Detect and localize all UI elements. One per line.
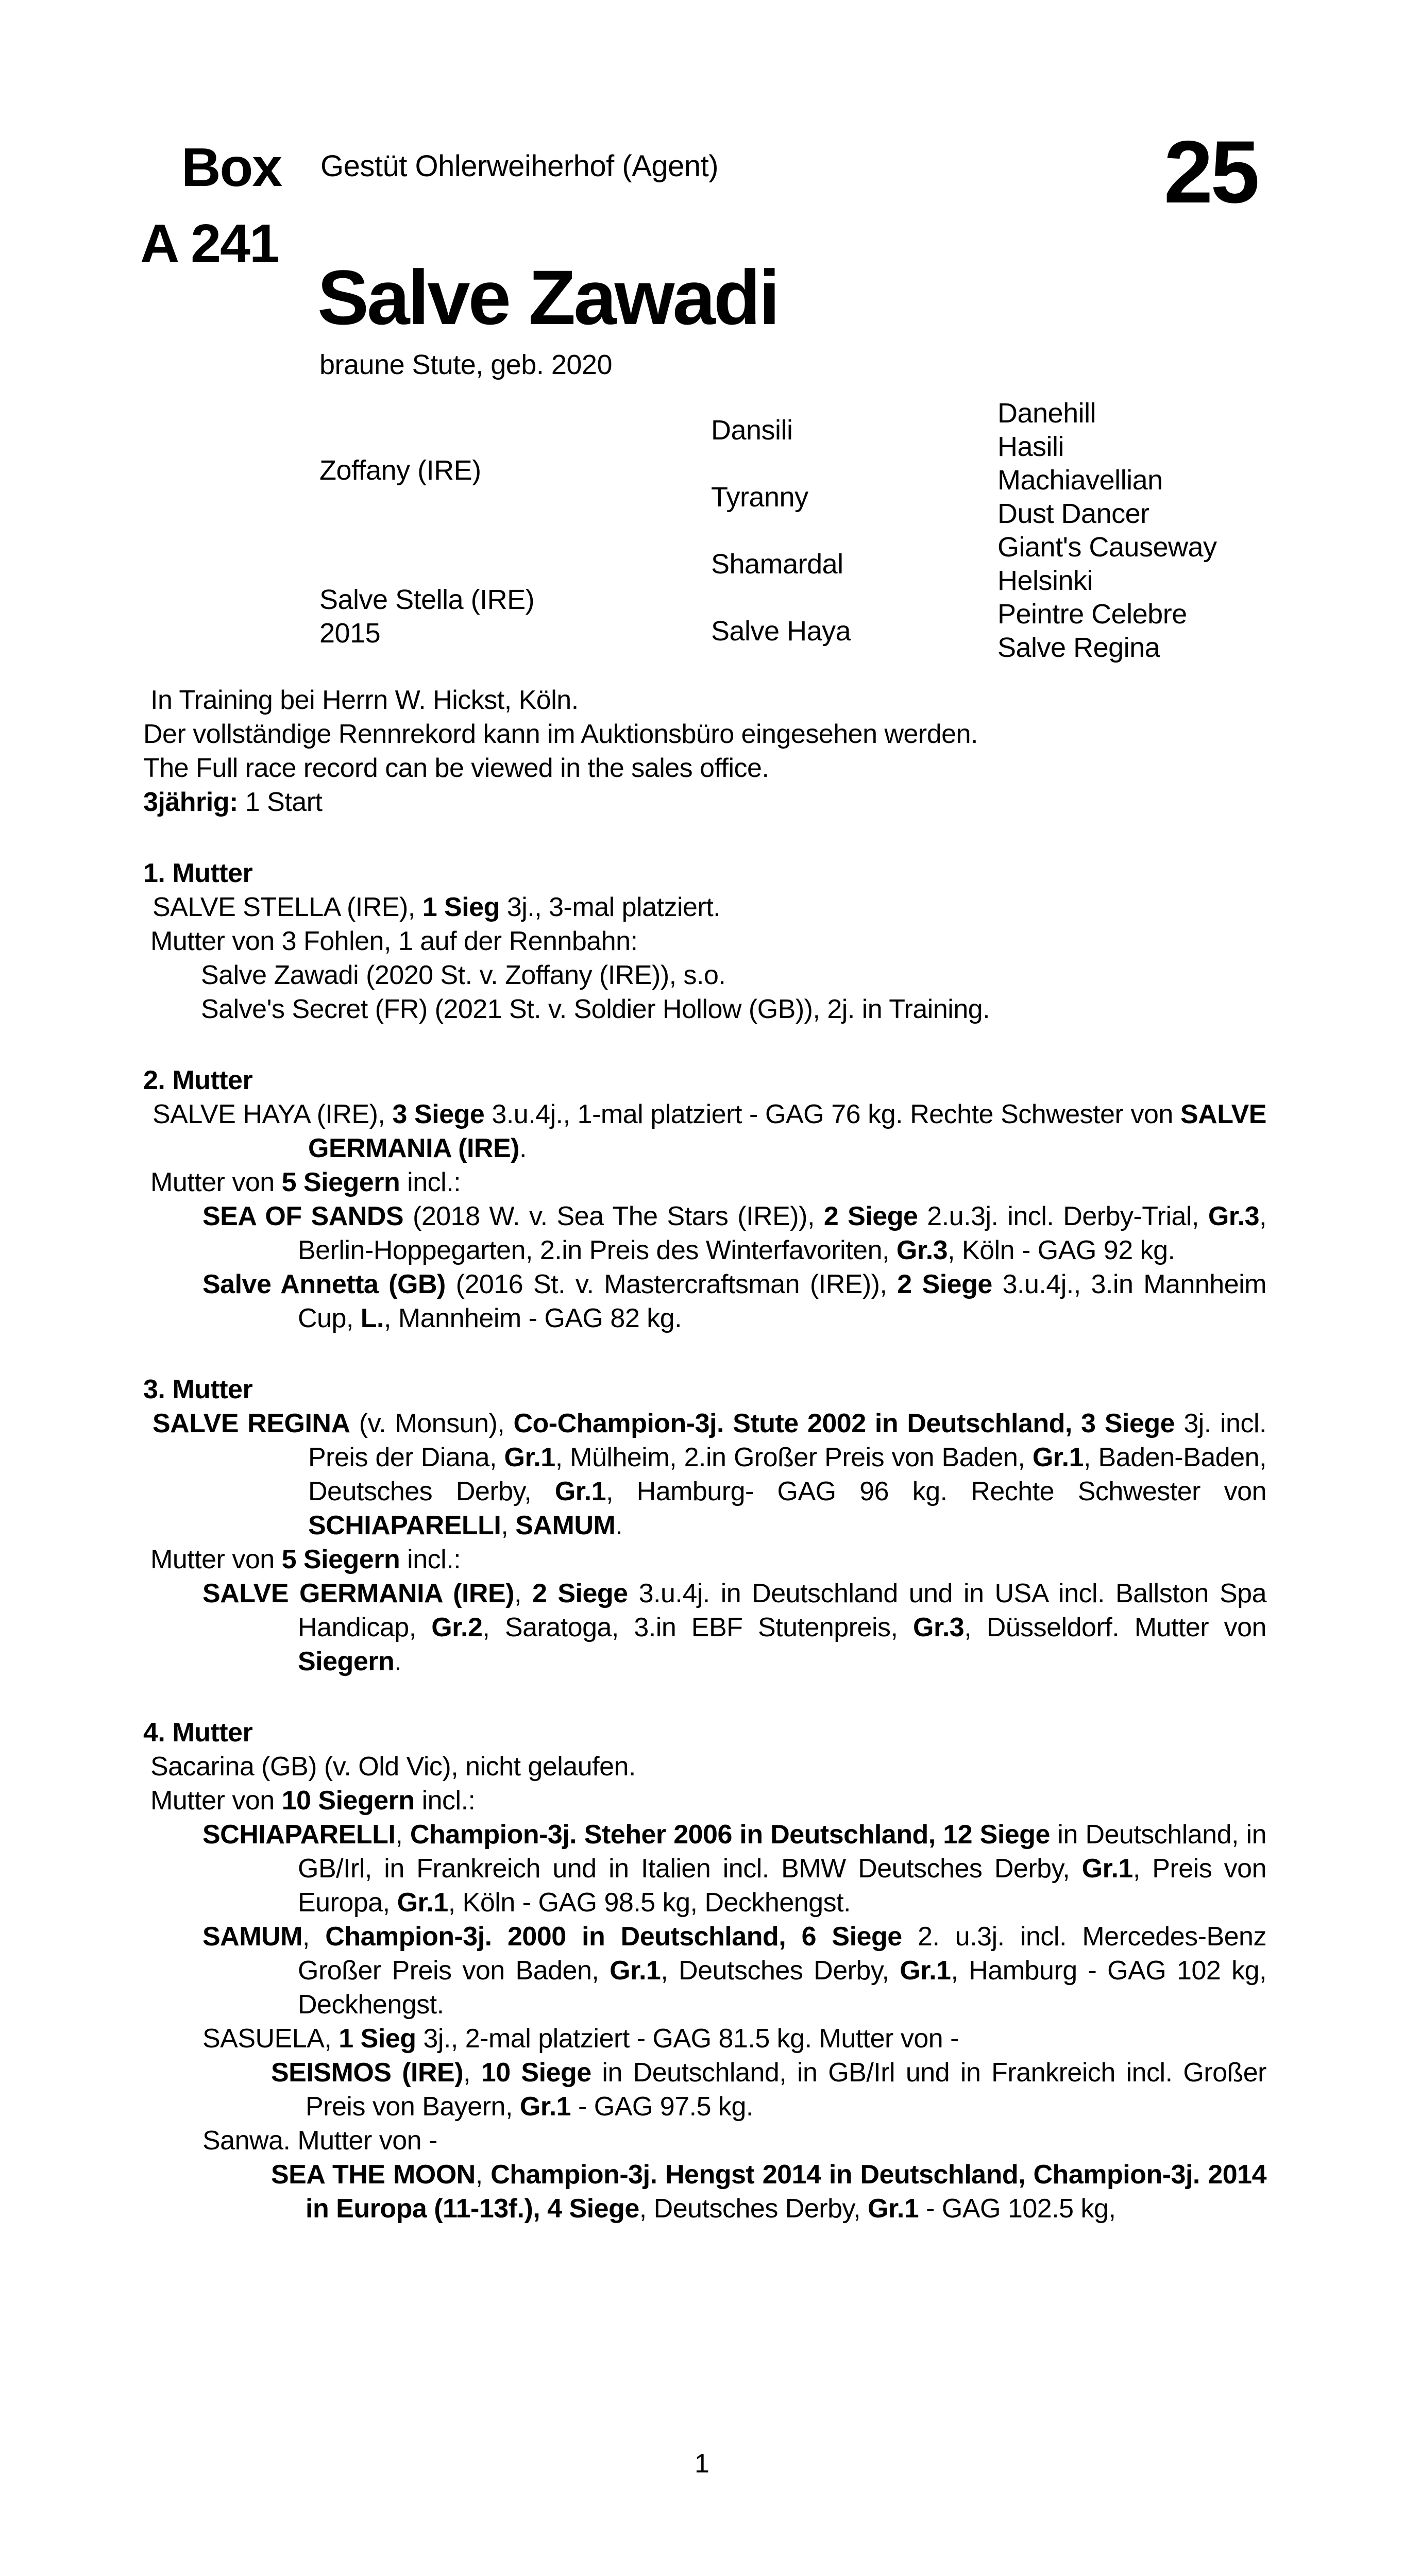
- produce-intro: Mutter von 10 Siegern incl.:: [150, 1786, 476, 1816]
- section-1-mutter: [143, 856, 1266, 1026]
- horse-description: braune Stute, geb. 2020: [319, 349, 612, 380]
- box-label: Box: [181, 137, 282, 198]
- produce-entry: Salve's Secret (FR) (2021 St. v. Soldier Hollow (GB)), 2j. in Training.: [201, 994, 990, 1024]
- grandparent-name: Salve Haya: [711, 615, 851, 647]
- great-grandparent-name: Giant's Causeway: [997, 532, 1217, 563]
- pedigree-great-grandparent: [997, 531, 1293, 564]
- great-grandparent-name: Peintre Celebre: [997, 599, 1187, 630]
- box-number: A 241: [140, 213, 279, 274]
- pedigree-great-grandparent: [997, 631, 1293, 665]
- produce-entry: SEA THE MOON, Champion-3j. Hengst 2014 in Deutschland, Champion-3j. 2014 in Europa (11-13f.), 4 Siege, Deutsches Derby, Gr.1 - GAG 102.5 kg,: [271, 2160, 1267, 2224]
- sire-name: Zoffany (IRE): [319, 455, 481, 486]
- great-grandparent-name: Hasili: [997, 431, 1064, 462]
- page-number: 1: [695, 2449, 709, 2479]
- produce-entry: SEA OF SANDS (2018 W. v. Sea The Stars (IRE)), 2 Siege 2.u.3j. incl. Derby-Trial, Gr.3, Berlin-Hoppegarten, 2.in Preis des Winterfavoriten, Gr.3, Köln - GAG 92 kg.: [202, 1201, 1266, 1265]
- section-heading: 3. Mutter: [143, 1375, 253, 1404]
- section-heading: 1. Mutter: [143, 858, 253, 888]
- produce-entry: Salve Annetta (GB) (2016 St. v. Mastercraftsman (IRE)), 2 Siege 3.u.4j., 3.in Mannheim Cup, L., Mannheim - GAG 82 kg.: [202, 1269, 1266, 1333]
- horse-name: Salve Zawadi: [317, 254, 779, 341]
- dam-detail-paragraph: SALVE REGINA (v. Monsun), Co-Champion-3j. Stute 2002 in Deutschland, 3 Siege 3j. incl. Preis der Diana, Gr.1, Mülheim, 2.in Großer Preis von Baden, Gr.1, Baden-Baden, Deutsches Derby, Gr.1, Hamburg- GAG 96 kg. Rechte Schwester von SCHIAPARELLI, SAMUM.: [153, 1409, 1267, 1540]
- dam-year: 2015: [319, 618, 381, 649]
- dam-detail-paragraph: Sacarina (GB) (v. Old Vic), nicht gelaufen.: [150, 1752, 636, 1782]
- consignor-name: Gestüt Ohlerweiherhof (Agent): [320, 149, 719, 183]
- produce-entry: Sanwa. Mutter von -: [202, 2126, 437, 2156]
- great-grandparent-name: Helsinki: [997, 565, 1093, 596]
- pedigree-great-grandparent: [997, 430, 1293, 464]
- produce-intro: Mutter von 3 Fohlen, 1 auf der Rennbahn:: [150, 926, 638, 956]
- grandparent-name: Dansili: [711, 414, 793, 446]
- pedigree-great-grandparent: [997, 464, 1293, 497]
- age-record: 3jährig: 1 Start: [143, 787, 323, 817]
- training-note: In Training bei Herrn W. Hickst, Köln.: [150, 685, 579, 715]
- great-grandparent-name: Dust Dancer: [997, 498, 1149, 529]
- pedigree-grandsire-maternal: [711, 531, 997, 598]
- great-grandparent-name: Machiavellian: [997, 465, 1163, 496]
- dam-name: Salve Stella (IRE): [319, 584, 535, 615]
- produce-entry: Salve Zawadi (2020 St. v. Zoffany (IRE)), s.o.: [201, 960, 726, 990]
- produce-entry: SEISMOS (IRE), 10 Siege in Deutschland, in GB/Irl und in Frankreich incl. Großer Preis von Bayern, Gr.1 - GAG 97.5 kg.: [271, 2058, 1266, 2122]
- catalog-text: [143, 683, 1266, 2226]
- race-record-note-en: The Full race record can be viewed in the sales office.: [143, 753, 769, 783]
- produce-entry: SCHIAPARELLI, Champion-3j. Steher 2006 in Deutschland, 12 Siege in Deutschland, in GB/Irl, in Frankreich und in Italien incl. BMW Deutsches Derby, Gr.1, Preis von Europa, Gr.1, Köln - GAG 98.5 kg, Deckhengst.: [202, 1820, 1267, 1918]
- section-heading: 2. Mutter: [143, 1065, 253, 1095]
- pedigree-great-grandparent: [997, 564, 1293, 598]
- great-grandparent-name: Danehill: [997, 398, 1096, 429]
- dam-detail-paragraph: SALVE STELLA (IRE), 1 Sieg 3j., 3-mal platziert.: [153, 892, 721, 922]
- pedigree-sire: [319, 397, 711, 531]
- pedigree-dam: [319, 531, 711, 665]
- produce-intro: Mutter von 5 Siegern incl.:: [150, 1545, 461, 1574]
- produce-entry: SAMUM, Champion-3j. 2000 in Deutschland, 6 Siege 2. u.3j. incl. Mercedes-Benz Großer Preis von Baden, Gr.1, Deutsches Derby, Gr.1, Hamburg - GAG 102 kg, Deckhengst.: [202, 1922, 1266, 2020]
- lot-number: 25: [1163, 123, 1257, 222]
- produce-entry: SALVE GERMANIA (IRE), 2 Siege 3.u.4j. in Deutschland und in USA incl. Ballston Spa Handicap, Gr.2, Saratoga, 3.in EBF Stutenpreis, Gr.3, Düsseldorf. Mutter von Siegern.: [202, 1579, 1266, 1676]
- pedigree-great-grandparent: [997, 397, 1293, 430]
- great-grandparent-name: Salve Regina: [997, 632, 1160, 663]
- pedigree-great-grandparent: [997, 598, 1293, 631]
- dam-detail-paragraph: SALVE HAYA (IRE), 3 Siege 3.u.4j., 1-mal platziert - GAG 76 kg. Rechte Schwester von SALVE GERMANIA (IRE).: [153, 1099, 1266, 1163]
- produce-entry: SASUELA, 1 Sieg 3j., 2-mal platziert - GAG 81.5 kg. Mutter von -: [202, 2024, 959, 2054]
- pedigree-granddam-maternal: [711, 598, 997, 665]
- pedigree-table: [319, 397, 1293, 665]
- race-record-note-de: Der vollständige Rennrekord kann im Auktionsbüro eingesehen werden.: [143, 719, 978, 749]
- grandparent-name: Shamardal: [711, 548, 843, 580]
- section-4-mutter: [143, 1716, 1266, 2226]
- section-3-mutter: [143, 1372, 1266, 1679]
- pedigree-great-grandparent: [997, 497, 1293, 531]
- section-2-mutter: [143, 1063, 1266, 1335]
- pedigree-grandsire-paternal: [711, 397, 997, 464]
- produce-intro: Mutter von 5 Siegern incl.:: [150, 1167, 461, 1197]
- grandparent-name: Tyranny: [711, 481, 808, 513]
- section-heading: 4. Mutter: [143, 1718, 253, 1748]
- pedigree-granddam-paternal: [711, 464, 997, 531]
